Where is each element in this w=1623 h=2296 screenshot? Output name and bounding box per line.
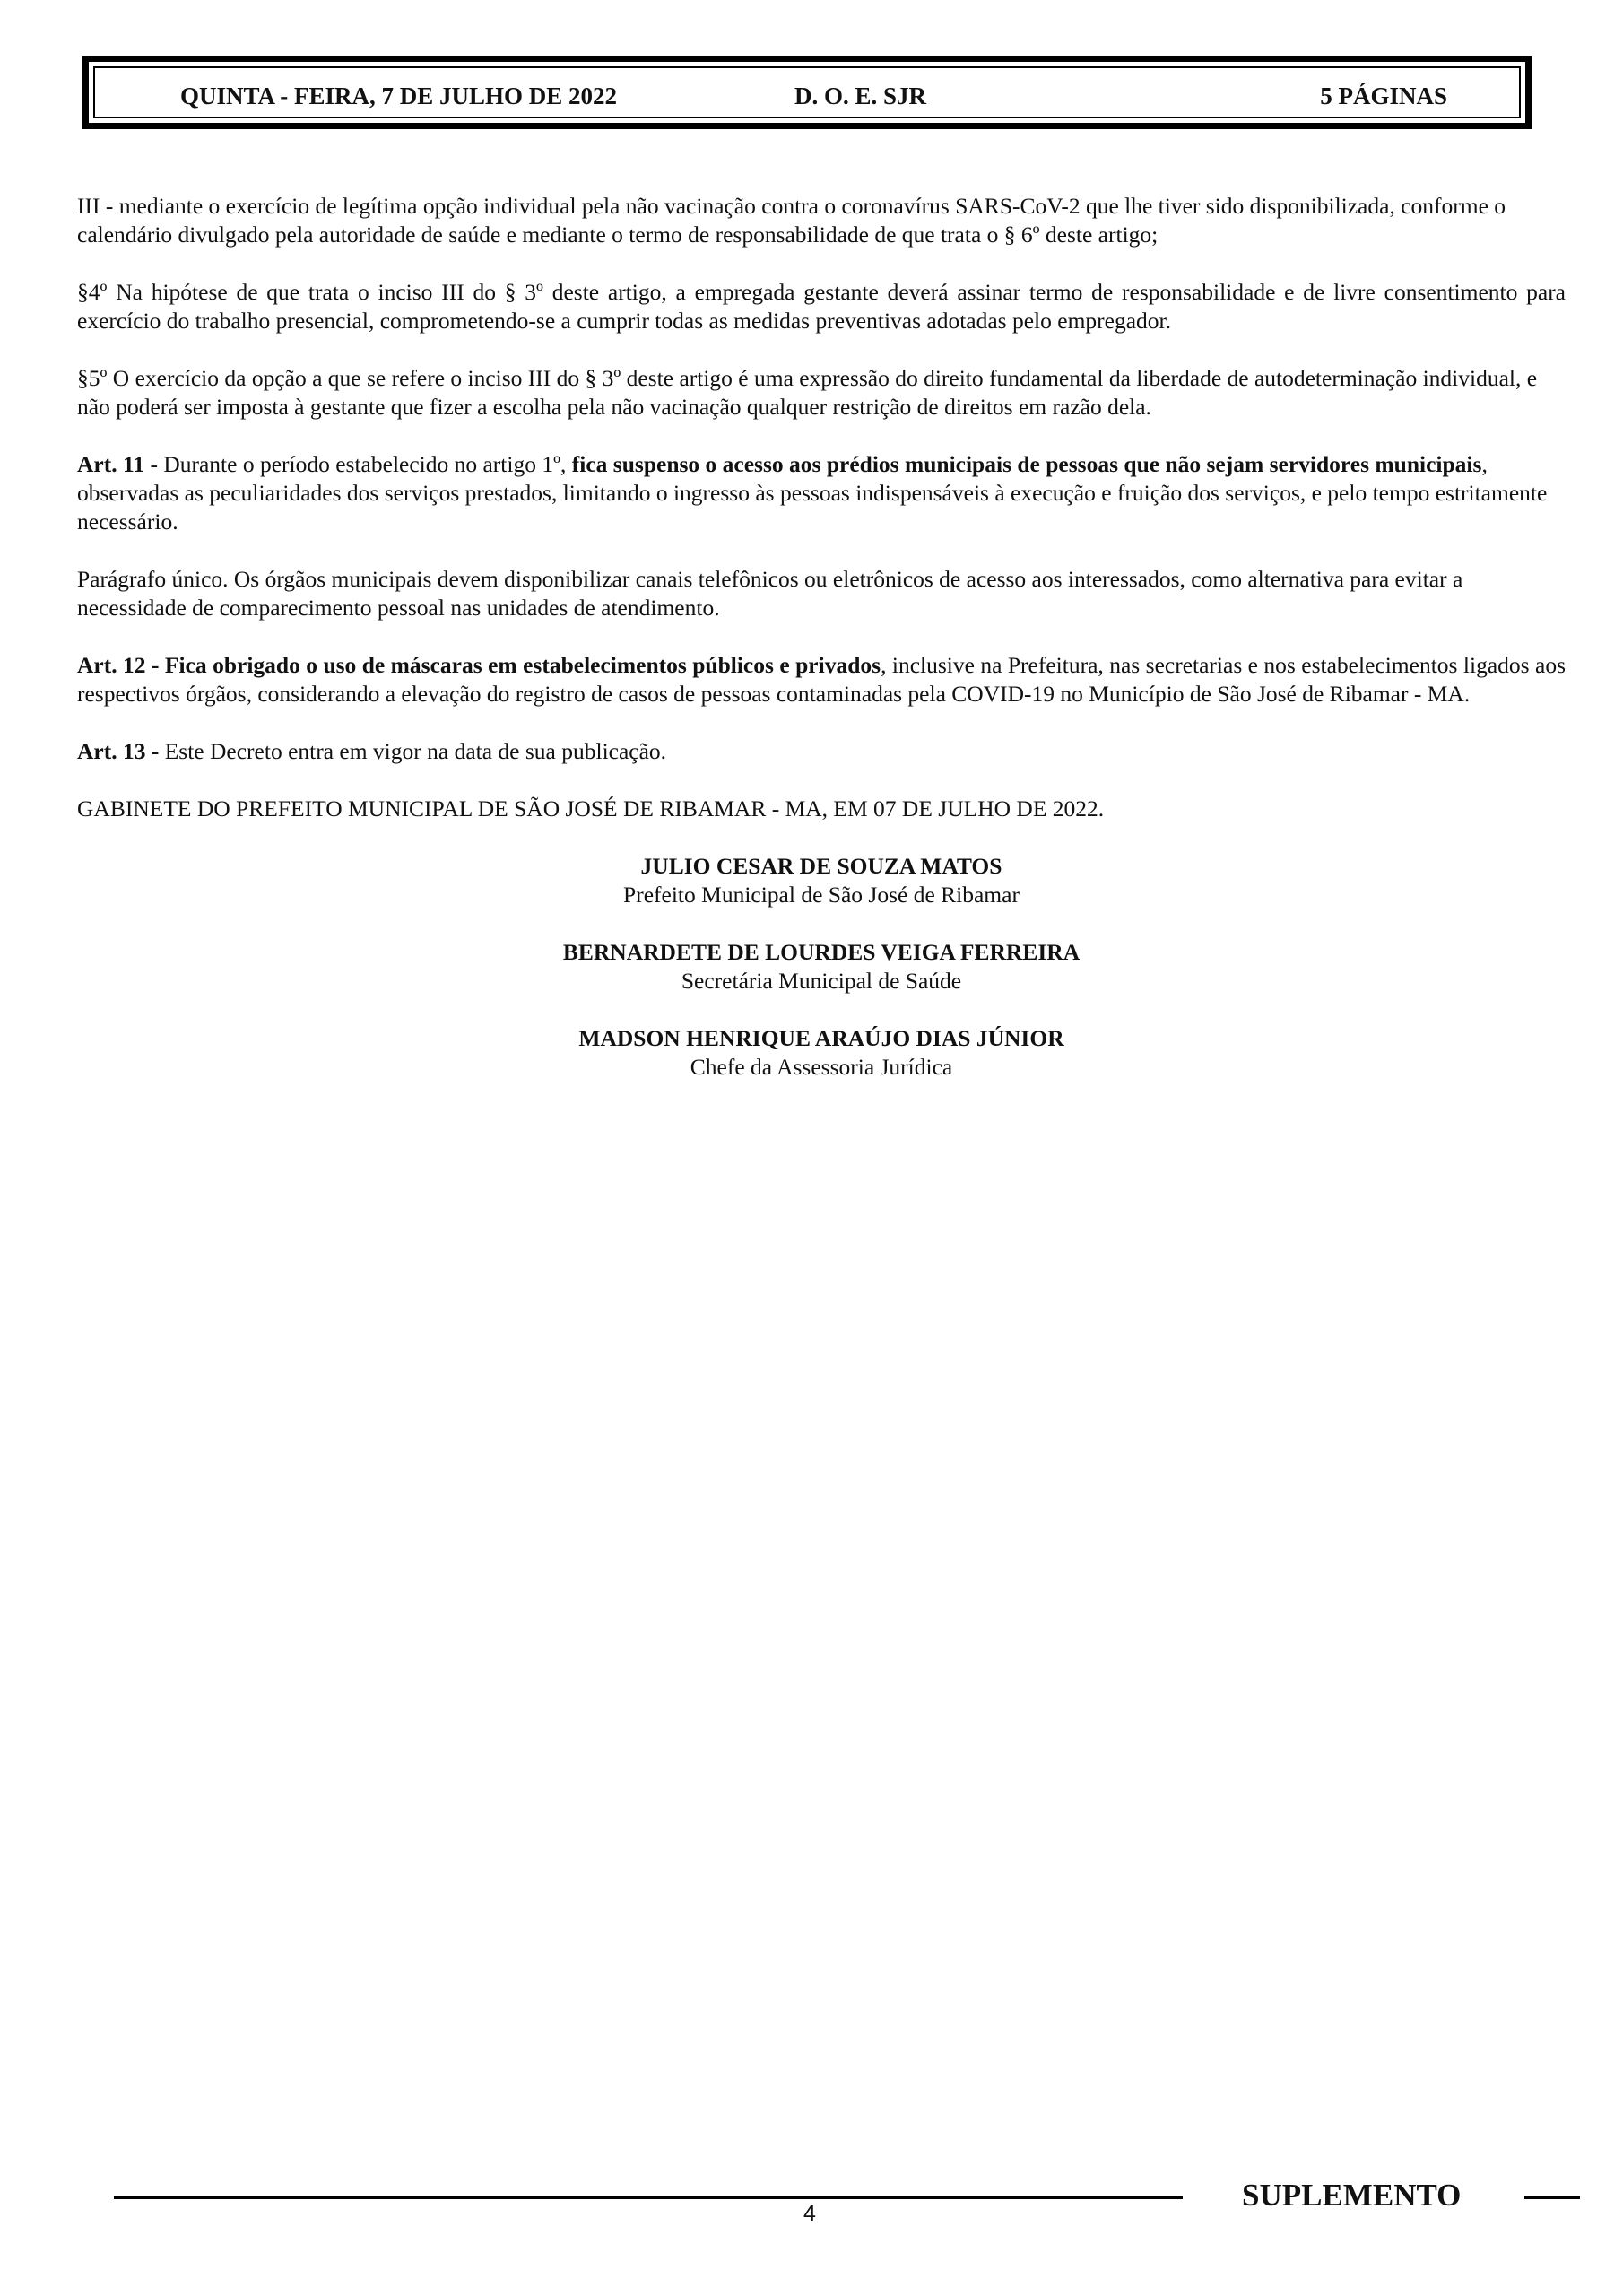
header-publication: D. O. E. SJR bbox=[794, 83, 927, 109]
article-11-text-a: Durante o período estabelecido no artigo 1º, bbox=[163, 451, 572, 477]
signature-role: Prefeito Municipal de São José de Ribamar bbox=[623, 882, 1020, 908]
supplement-label: SUPLEMENTO bbox=[1242, 2178, 1462, 2213]
article-13-label: Art. 13 - bbox=[77, 738, 160, 764]
signature-block bbox=[77, 852, 1566, 909]
article-12 bbox=[77, 651, 1566, 709]
footer-divider-left bbox=[114, 2196, 1183, 2199]
article-12-text: , inclusive na Prefeitura, nas secretarias e nos estabelecimentos ligados aos respectivos órgãos, considerando a elevação do registro de casos de pessoas contaminadas pela COVID-19 no Município de São José de Ribamar - MA. bbox=[77, 652, 1566, 707]
signature-name: JULIO CESAR DE SOUZA MATOS bbox=[640, 853, 1002, 879]
header-page-count: 5 PÁGINAS bbox=[1320, 83, 1447, 109]
article-12-bold: Art. 12 - Fica obrigado o uso de máscaras em estabelecimentos públicos e privados bbox=[77, 652, 881, 678]
article-11 bbox=[77, 450, 1566, 536]
article-11-label: Art. 11 bbox=[77, 451, 145, 477]
paragrafo-unico: Parágrafo único. Os órgãos municipais devem disponibilizar canais telefônicos ou eletrônicos de acesso aos interessados, como alternativa para evitar a necessidade de comparecimento pessoal nas unidades de atendimento. bbox=[77, 566, 1463, 621]
paragraph-5: §5º O exercício da opção a que se refere o inciso III do § 3º deste artigo é uma expressão do direito fundamental da liberdade de autodeterminação individual, e não poderá ser imposta à gestante que fizer a escolha pela não vacinação qualquer restrição de direitos em razão dela. bbox=[77, 365, 1538, 420]
article-11-bold: fica suspenso o acesso aos prédios municipais de pessoas que não sejam servidores municipais bbox=[571, 451, 1482, 477]
signature-block bbox=[77, 938, 1566, 996]
article-13-text: Este Decreto entra em vigor na data de sua publicação. bbox=[159, 738, 667, 764]
paragraph-4: §4º Na hipótese de que trata o inciso III do § 3º deste artigo, a empregada gestante deverá assinar termo de responsabilidade e de livre consentimento para exercício do trabalho presencial, comprometendo-se a cumprir todas as medidas preventivas adotadas pelo empregador. bbox=[77, 279, 1566, 334]
article-11-text-b: , observadas as peculiaridades dos serviços prestados, limitando o ingresso às pessoas indispensáveis à execução e fruição dos serviços, e pelo tempo estritamente necessário. bbox=[77, 451, 1548, 535]
signature-name: BERNARDETE DE LOURDES VEIGA FERREIRA bbox=[562, 939, 1081, 965]
signature-name: MADSON HENRIQUE ARAÚJO DIAS JÚNIOR bbox=[578, 1025, 1064, 1051]
inciso-iii: III - mediante o exercício de legítima opção individual pela não vacinação contra o coronavírus SARS-CoV-2 que lhe tiver sido disponibilizada, conforme o calendário divulgado pela autoridade de saúde e mediante o termo de responsabilidade de que trata o § 6º deste artigo; bbox=[77, 193, 1506, 248]
header-date: QUINTA - FEIRA, 7 DE JULHO DE 2022 bbox=[180, 83, 618, 109]
document-body bbox=[77, 192, 1566, 1110]
gabinete-line: GABINETE DO PREFEITO MUNICIPAL DE SÃO JOSÉ DE RIBAMAR - MA, EM 07 DE JULHO DE 2022. bbox=[77, 796, 1105, 822]
page-header-inner bbox=[93, 66, 1521, 118]
signature-role: Secretária Municipal de Saúde bbox=[681, 968, 962, 994]
signature-role: Chefe da Assessoria Jurídica bbox=[690, 1054, 953, 1080]
article-13 bbox=[77, 737, 1566, 766]
article-11-separator: - bbox=[144, 451, 164, 477]
signature-block bbox=[77, 1024, 1566, 1082]
footer-divider-right bbox=[1524, 2196, 1580, 2199]
page-header bbox=[82, 56, 1532, 129]
page-number: 4 bbox=[803, 2201, 816, 2226]
